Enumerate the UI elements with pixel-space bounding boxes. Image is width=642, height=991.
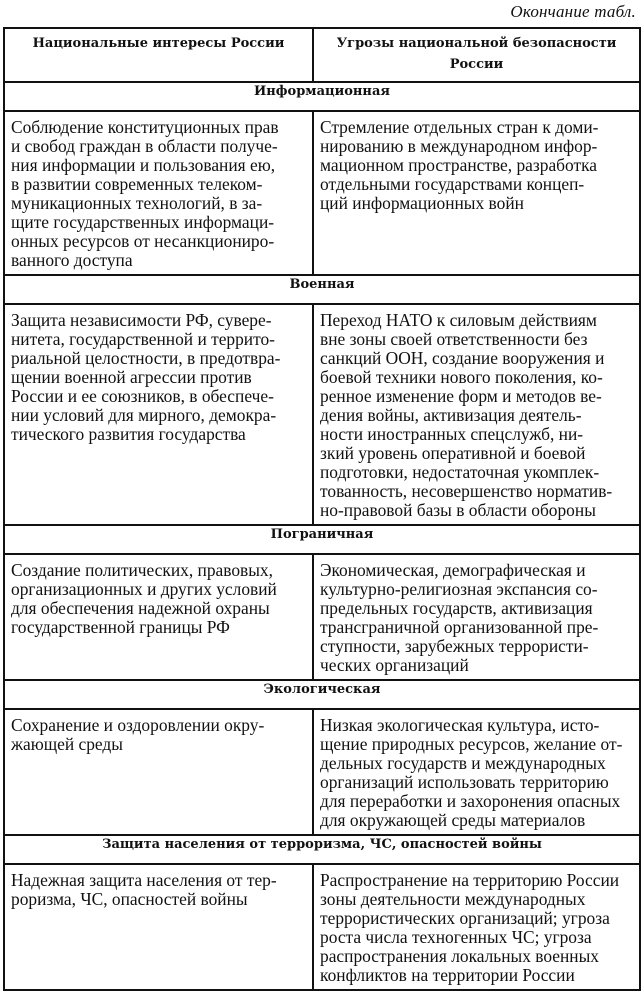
section-title-row (4, 835, 640, 864)
threat-cell-civil-protection: Распространение на территорию России зоны деятельности международных террористических организаций; угроза роста числа техногенных ЧС; угроза распространения локальных военных конфликтов на территории России (313, 864, 640, 990)
section-title-informational: Информационная (4, 82, 640, 111)
header-threats: Угрозы национальной безопасности России (313, 28, 640, 82)
interest-cell-civil-protection: Надежная защита населения от тер- роризма, ЧС, опасностей войны (4, 864, 313, 990)
section-title-border: Пограничная (4, 525, 640, 554)
section-title-civil-protection: Защита населения от терроризма, ЧС, опасностей войны (4, 835, 640, 864)
section-title-row (4, 680, 640, 709)
interest-cell-informational: Соблюдение конституционных прав и свобод граждан в области получе- ния информации и пользования ею, в развитии современных телеком- муникационных технологий, в за- щите государственных информаци- онных ресурсов от несанкциониро- ванного доступа (4, 111, 313, 275)
table-row (4, 554, 640, 680)
threat-cell-border: Экономическая, демографическая и культурно-религиозная экспансия со- предельных государств, активизация трансграничной организованной пре- ступности, зарубежных террористи- ческих организаций (313, 554, 640, 680)
section-title-row (4, 525, 640, 554)
threat-cell-ecological: Низкая экологическая культура, исто- щение природных ресурсов, желание от- дельных государств и международных организаций использовать территорию для переработки и захоронения опасных для окружающей среды материалов (313, 709, 640, 835)
table-row (4, 304, 640, 525)
table-header-row (4, 28, 640, 82)
section-title-ecological: Экологическая (4, 680, 640, 709)
threat-cell-military: Переход НАТО к силовым действиям вне зоны своей ответственности без санкций ООН, создание вооружения и боевой техники нового поколения, ко- ренное изменение форм и методов ве- дения войны, активизация деятель- ности иностранных спецслужб, ни- зкий уровень оперативной и боевой подготовки, недостаточная укомплек- тованность, несовершенство норматив- но-правовой базы в области обороны (313, 304, 640, 525)
security-interests-table (3, 27, 641, 991)
table-row (4, 709, 640, 835)
interest-cell-border: Создание политических, правовых, организационных и других условий для обеспечения надежной охраны государственной границы РФ (4, 554, 313, 680)
table-row (4, 111, 640, 275)
section-title-military: Военная (4, 275, 640, 304)
table-continuation-caption: Окончание табл. (510, 2, 636, 21)
threat-cell-informational: Стремление отдельных стран к доми- нированию в международном инфор- мационном пространстве, разработка отдельными государствами концеп- ций информационных войн (313, 111, 640, 275)
header-interests: Национальные интересы России (4, 28, 313, 82)
section-title-row (4, 82, 640, 111)
table-row (4, 864, 640, 990)
interest-cell-ecological: Сохранение и оздоровлении окру- жающей среды (4, 709, 313, 835)
section-title-row (4, 275, 640, 304)
interest-cell-military: Защита независимости РФ, сувере- нитета, государственной и террито- риальной целостности, в предотвра- щении военной агрессии против России и ее союзников, в обеспече- нии условий для мирного, демокра- тического развития государства (4, 304, 313, 525)
